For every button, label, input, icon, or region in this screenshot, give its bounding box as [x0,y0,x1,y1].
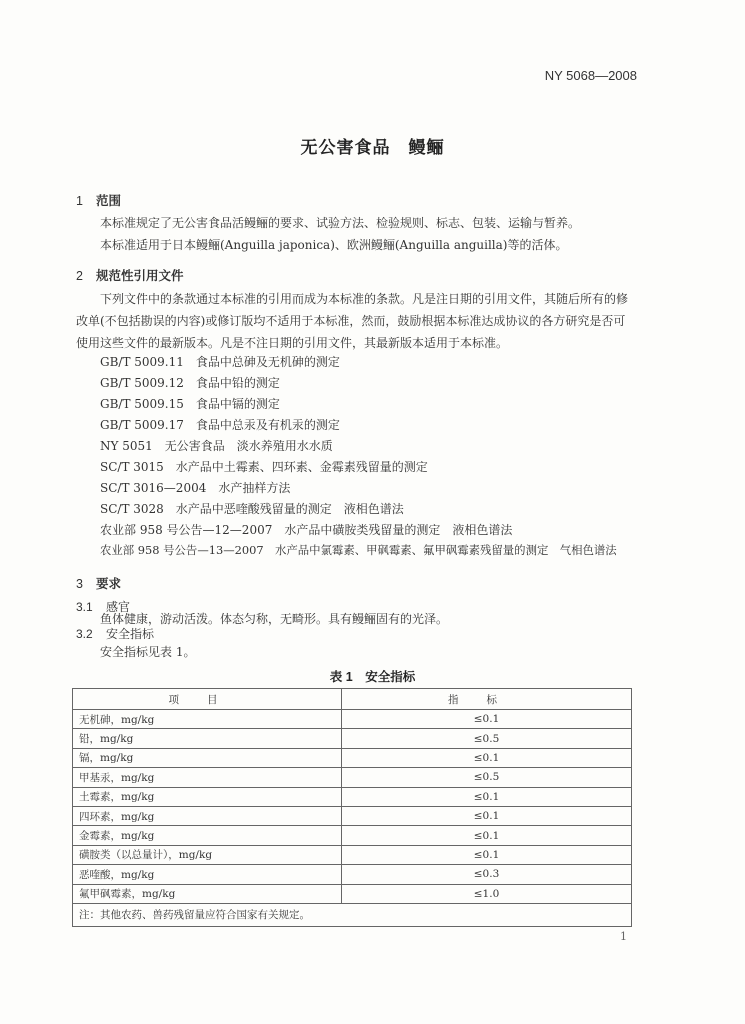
subsection-title: 感官 [106,600,131,614]
value-cell: ≤0.1 [342,748,632,767]
section-2-heading [76,266,184,284]
value-cell: ≤0.3 [342,865,632,884]
value-cell: ≤1.0 [342,884,632,903]
table-caption: 表 1 安全指标 [329,670,416,684]
safety-indicators-table [72,688,632,927]
reference-item: SC/T 3028 水产品中恶喹酸残留量的测定 液相色谱法 [100,502,404,516]
reference-item: NY 5051 无公害食品 淡水养殖用水水质 [100,439,333,453]
document-title: 无公害食品 鳗鲡 [300,138,445,158]
subsection-number: 3.2 [76,627,93,641]
scope-paragraph-1: 本标准规定了无公害食品活鳗鲡的要求、试验方法、检验规则、标志、包装、运输与暂养。 [100,216,581,230]
table-note-row [73,903,632,926]
section-title: 规范性引用文件 [96,269,184,283]
value-cell: ≤0.1 [342,845,632,864]
section-3-heading [76,574,121,592]
value-cell: ≤0.1 [342,710,632,729]
item-cell: 土霉素，mg/kg [73,787,342,806]
value-cell: ≤0.1 [342,806,632,825]
value-cell: ≤0.1 [342,826,632,845]
table-row [73,768,632,787]
header-indicator: 指标 [342,689,632,710]
item-cell: 恶喹酸，mg/kg [73,865,342,884]
item-cell: 四环素，mg/kg [73,806,342,825]
table-row [73,710,632,729]
value-cell: ≤0.1 [342,787,632,806]
references-intro: 下列文件中的条款通过本标准的引用而成为本标准的条款。凡是注日期的引用文件，其随后所有的修改单(不包括勘误的内容)或修订版均不适用于本标准，然而，鼓励根据本标准达成协议的各方研究是否可使用这些文件的最新版本。凡是不注日期的引用文件，其最新版本适用于本标准。 [76,292,629,350]
reference-item: SC/T 3016—2004 水产抽样方法 [100,481,291,495]
table-row [73,748,632,767]
scope-paragraph-2: 本标准适用于日本鳗鲡(Anguilla japonica)、欧洲鳗鲡(Anguilla anguilla)等的活体。 [100,238,568,252]
table-row [73,787,632,806]
standard-number: NY 5068—2008 [544,68,637,83]
reference-item: GB/T 5009.17 食品中总汞及有机汞的测定 [100,418,340,432]
reference-item: GB/T 5009.15 食品中镉的测定 [100,397,280,411]
item-cell: 镉，mg/kg [73,748,342,767]
table-row [73,826,632,845]
reference-item: GB/T 5009.11 食品中总砷及无机砷的测定 [100,355,340,369]
value-cell: ≤0.5 [342,729,632,748]
header-item: 项目 [73,689,342,710]
subsection-number: 3.1 [76,600,93,614]
section-3-2-heading [76,625,154,642]
item-cell: 甲基汞，mg/kg [73,768,342,787]
item-cell: 无机砷，mg/kg [73,710,342,729]
page-number: 1 [620,930,627,943]
table-row [73,806,632,825]
section-number: 3 [76,577,83,591]
reference-item: GB/T 5009.12 食品中铅的测定 [100,376,280,390]
table-row [73,865,632,884]
section-1-heading [76,191,121,209]
item-cell: 金霉素，mg/kg [73,826,342,845]
table-row [73,884,632,903]
section-number: 1 [76,194,83,208]
reference-item: 农业部 958 号公告—13—2007 水产品中氯霉素、甲砜霉素、氟甲砜霉素残留量的测定 气相色谱法 [100,543,617,557]
table-row [73,845,632,864]
reference-item: 农业部 958 号公告—12—2007 水产品中磺胺类残留量的测定 液相色谱法 [100,523,513,537]
table-header-row [73,689,632,710]
table-row [73,729,632,748]
section-number: 2 [76,269,83,283]
item-cell: 铅，mg/kg [73,729,342,748]
reference-item: SC/T 3015 水产品中土霉素、四环素、金霉素残留量的测定 [100,460,428,474]
sensory-text: 鱼体健康，游动活泼。体态匀称，无畸形。具有鳗鲡固有的光泽。 [100,612,449,626]
section-title: 要求 [96,577,122,591]
item-cell: 氟甲砜霉素，mg/kg [73,884,342,903]
safety-text: 安全指标见表 1。 [100,645,196,659]
item-cell: 磺胺类（以总量计），mg/kg [73,845,342,864]
section-title: 范围 [96,194,122,208]
value-cell: ≤0.5 [342,768,632,787]
table-note: 注：其他农药、兽药残留量应符合国家有关规定。 [73,903,632,926]
subsection-title: 安全指标 [106,627,155,641]
